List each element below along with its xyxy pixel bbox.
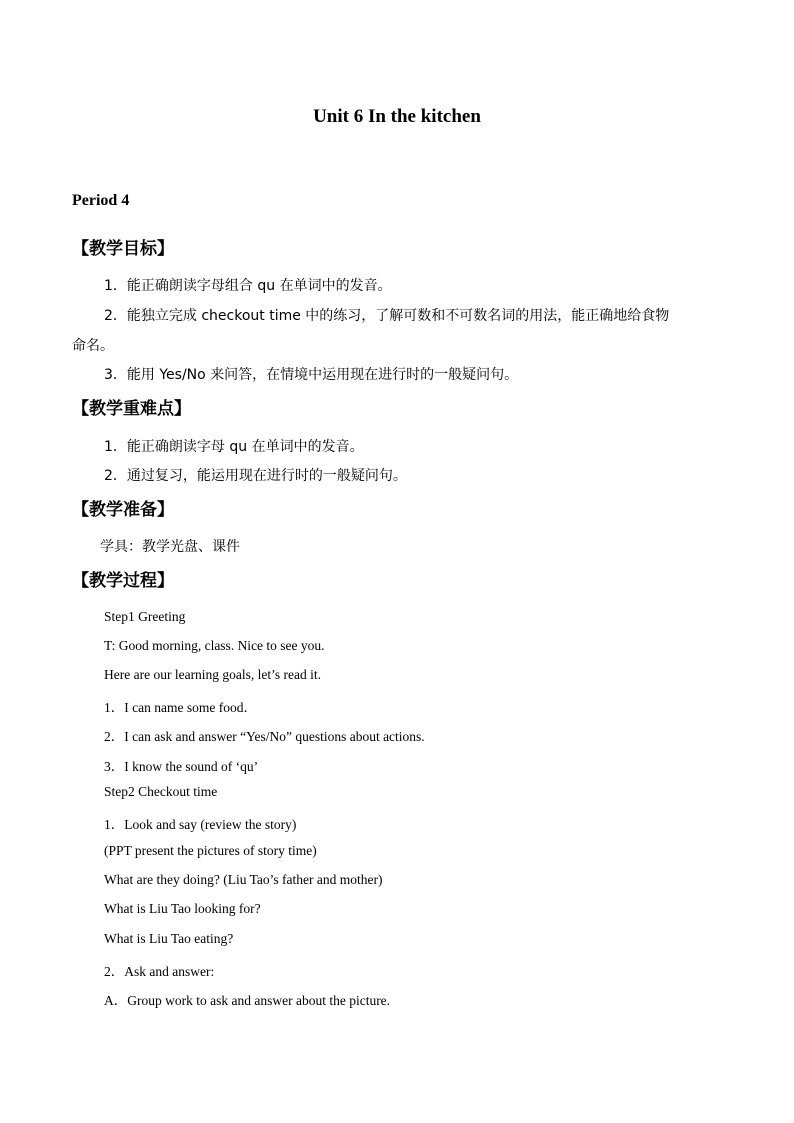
- process-line: Step1 Greeting: [104, 609, 186, 624]
- process-line: 2．Ask and answer:: [104, 964, 215, 979]
- preparation-heading: 【教学准备】: [72, 500, 174, 520]
- objective-item: 2．能独立完成 checkout time 中的练习，了解可数和不可数名词的用法，能正确地给食物: [104, 308, 670, 324]
- process-line: What is Liu Tao eating?: [104, 931, 234, 946]
- objectives-heading: 【教学目标】: [72, 239, 174, 259]
- process-line: Step2 Checkout time: [104, 784, 218, 799]
- key-point-item: 1．能正确朗读字母 qu 在单词中的发音。: [104, 439, 364, 455]
- process-line: Here are our learning goals, let’s read it.: [104, 667, 322, 682]
- process-line: What is Liu Tao looking for?: [104, 901, 261, 916]
- process-line: T: Good morning, class. Nice to see you.: [104, 638, 325, 653]
- process-line: 1．Look and say (review the story): [104, 817, 297, 832]
- preparation-item: 学具：教学光盘、课件: [100, 539, 240, 555]
- process-heading: 【教学过程】: [72, 571, 174, 591]
- process-line: 3．I know the sound of ‘qu’: [104, 759, 259, 774]
- objective-item: 1．能正确朗读字母组合 qu 在单词中的发音。: [104, 278, 392, 294]
- key-points-heading: 【教学重难点】: [72, 399, 191, 419]
- key-point-item: 2．通过复习，能运用现在进行时的一般疑问句。: [104, 468, 407, 484]
- process-line: What are they doing? (Liu Tao’s father and mother): [104, 872, 383, 887]
- process-line: 1．I can name some food．: [104, 700, 257, 715]
- process-line: A．Group work to ask and answer about the picture.: [104, 993, 391, 1008]
- period-label: Period 4: [72, 192, 130, 209]
- document-title: Unit 6 In the kitchen: [313, 106, 481, 127]
- process-line: (PPT present the pictures of story time): [104, 843, 317, 858]
- objective-item: 3．能用 Yes/No 来问答，在情境中运用现在进行时的一般疑问句。: [104, 367, 519, 383]
- objective-item-continuation: 命名。: [72, 338, 114, 354]
- process-line: 2．I can ask and answer “Yes/No” questions about actions.: [104, 729, 425, 744]
